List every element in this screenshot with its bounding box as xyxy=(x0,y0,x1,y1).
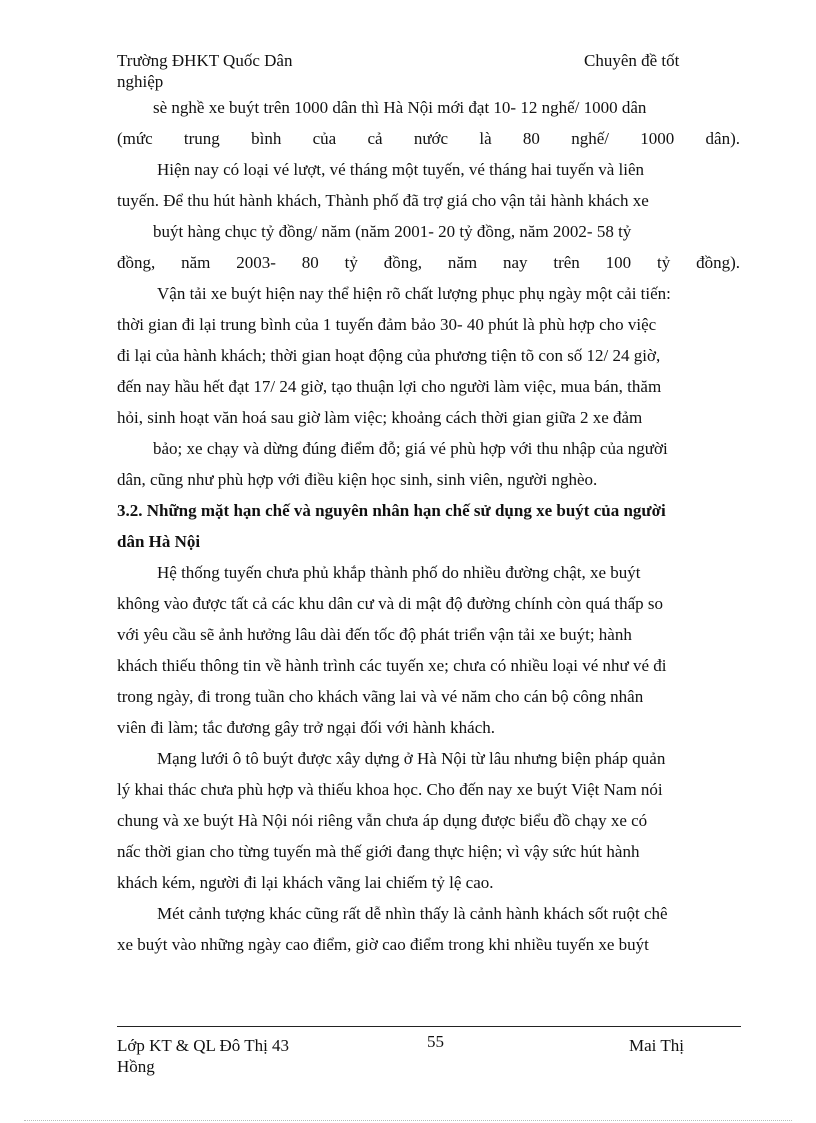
text-line: đồng, năm 2003- 80 tỷ đồng, năm nay trên 100 tỷ đồng). xyxy=(117,253,740,272)
text-line: buýt hàng chục tỷ đồng/ năm (năm 2001- 20 tỷ đồng, năm 2002- 58 tỷ xyxy=(153,222,632,241)
header-school: Trường ĐHKT Quốc Dân xyxy=(117,51,293,70)
header-right: Chuyên đề tốt xyxy=(584,51,680,70)
header-left xyxy=(117,50,417,92)
header-wrap: nghiệp xyxy=(117,72,164,91)
page-number: 55 xyxy=(427,1032,444,1051)
text-line: đi lại của hành khách; thời gian hoạt động của phương tiện tõ con số 12/ 24 giờ, xyxy=(117,346,661,365)
footer-author: Mai Thị xyxy=(629,1036,684,1055)
footer-class: Lớp KT & QL Đô Thị 43 xyxy=(117,1036,290,1055)
text-line: với yêu cầu sẽ ảnh hưởng lâu dài đến tốc độ phát triển vận tải xe buýt; hành xyxy=(117,625,632,644)
text-line: dân, cũng như phù hợp với điều kiện học sinh, sinh viên, người nghèo. xyxy=(117,470,598,489)
text-line: bảo; xe chạy và dừng đúng điểm đỗ; giá vé phù hợp với thu nhập của người xyxy=(153,439,668,458)
text-line: khách thiếu thông tin về hành trình các tuyến xe; chưa có nhiều loại vé như vé đi xyxy=(117,656,667,675)
footer-divider xyxy=(117,1026,741,1027)
text-line: khách kém, người đi lại khách vãng lai chiếm tỷ lệ cao. xyxy=(117,873,494,892)
text-line: lý khai thác chưa phù hợp và thiếu khoa học. Cho đến nay xe buýt Việt Nam nói xyxy=(117,780,663,799)
text-line: đến nay hầu hết đạt 17/ 24 giờ, tạo thuận lợi cho người làm việc, mua bán, thăm xyxy=(117,377,662,396)
text-line: Mạng lưới ô tô buýt được xây dựng ở Hà Nội từ lâu nhưng biện pháp quản xyxy=(157,749,666,768)
text-line: Vận tải xe buýt hiện nay thể hiện rõ chất lượng phục phụ ngày một cải tiến: xyxy=(157,284,671,303)
text-line: không vào được tất cả các khu dân cư và di mật độ đường chính còn quá thấp so xyxy=(117,594,664,613)
page-edge xyxy=(24,1120,792,1121)
text-line: nấc thời gian cho từng tuyến mà thế giới đang thực hiện; vì vậy sức hút hành xyxy=(117,842,640,861)
body-text xyxy=(117,92,740,960)
text-line: thời gian đi lại trung bình của 1 tuyến đảm bảo 30- 40 phút là phù hợp cho việc xyxy=(117,315,657,334)
text-line: tuyến. Để thu hút hành khách, Thành phố đã trợ giá cho vận tải hành khách xe xyxy=(117,191,649,210)
text-line: (mức trung bình của cả nước là 80 nghế/ 1000 dân). xyxy=(117,129,740,148)
text-line: viên đi làm; tắc đương gây trở ngại đối với hành khách. xyxy=(117,718,495,737)
text-line: xe buýt vào những ngày cao điểm, giờ cao điểm trong khi nhiều tuyến xe buýt xyxy=(117,935,649,954)
footer-wrap: Hồng xyxy=(117,1057,155,1076)
footer-left xyxy=(117,1035,417,1077)
text-line: Hệ thống tuyến chưa phủ khắp thành phố do nhiều đường chật, xe buýt xyxy=(157,563,641,582)
text-line: sè nghề xe buýt trên 1000 dân thì Hà Nội mới đạt 10- 12 nghế/ 1000 dân xyxy=(153,98,647,117)
section-heading: 3.2. Những mặt hạn chế và nguyên nhân hạn chế sử dụng xe buýt của người xyxy=(117,501,666,520)
text-line: hỏi, sinh hoạt văn hoá sau giờ làm việc; khoảng cách thời gian giữa 2 xe đảm xyxy=(117,408,643,427)
text-line: Hiện nay có loại vé lượt, vé tháng một tuyến, vé tháng hai tuyến và liên xyxy=(157,160,644,179)
text-line: chung và xe buýt Hà Nội nói riêng vẫn chưa áp dụng được biểu đồ chạy xe có xyxy=(117,811,648,830)
text-line: Mét cảnh tượng khác cũng rất dễ nhìn thấy là cảnh hành khách sốt ruột chê xyxy=(157,904,668,923)
section-heading-cont: dân Hà Nội xyxy=(117,532,201,551)
text-line: trong ngày, đi trong tuần cho khách vãng lai và vé năm cho cán bộ công nhân xyxy=(117,687,644,706)
